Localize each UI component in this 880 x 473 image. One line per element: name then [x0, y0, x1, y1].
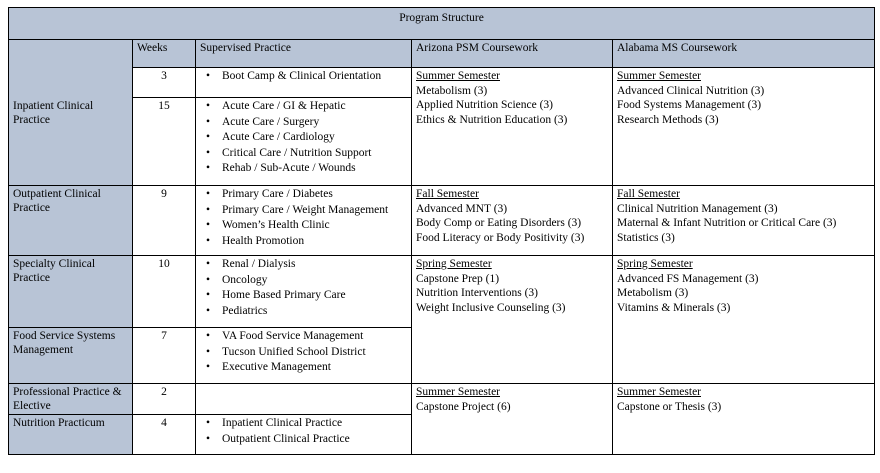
- header-weeks: Weeks: [133, 40, 196, 68]
- rotation-name-2: Outpatient Clinical Practice: [9, 186, 133, 256]
- weeks-3: 10: [133, 256, 196, 328]
- program-structure-table: [8, 7, 875, 455]
- arizona-semester-0: [412, 68, 613, 186]
- rotation-name-0: [9, 68, 133, 98]
- course-item: Metabolism (3): [416, 84, 488, 97]
- practice-item: • VA Food Service Management: [222, 329, 407, 345]
- weeks-5: 2: [133, 384, 196, 415]
- practice-item: • Pediatrics: [222, 304, 407, 320]
- rotation-name-6: Nutrition Practicum: [9, 415, 133, 455]
- header-alabama: Alabama MS Coursework: [613, 40, 875, 68]
- practice-item: • Acute Care / Cardiology: [222, 130, 407, 146]
- practice-cell-1: [196, 98, 412, 186]
- semester-label: Fall Semester: [416, 188, 479, 200]
- practice-item: • Acute Care / GI & Hepatic: [222, 99, 407, 115]
- course-item: Capstone Prep (1): [416, 272, 500, 285]
- course-item: Applied Nutrition Science (3): [416, 99, 554, 111]
- header-blank: [9, 40, 133, 68]
- practice-item: • Renal / Dialysis: [222, 257, 407, 273]
- semester-label: Spring Semester: [416, 258, 492, 270]
- practice-item: • Primary Care / Diabetes: [222, 187, 407, 203]
- course-item: Advanced FS Management (3): [617, 272, 759, 285]
- arizona-semester-2: [412, 256, 613, 384]
- weeks-1: 15: [133, 98, 196, 186]
- weeks-0: 3: [133, 68, 196, 98]
- practice-item: • Rehab / Sub-Acute / Wounds: [222, 161, 407, 177]
- alabama-semester-0: [613, 68, 875, 186]
- practice-cell-2: [196, 186, 412, 256]
- practice-item: • Tucson Unified School District: [222, 345, 407, 361]
- alabama-semester-3: [613, 384, 875, 455]
- course-item: Ethics & Nutrition Education (3): [416, 113, 568, 126]
- practice-item: • Critical Care / Nutrition Support: [222, 146, 407, 162]
- course-item: Advanced MNT (3): [416, 202, 508, 215]
- semester-label: Summer Semester: [617, 70, 701, 82]
- weeks-6: 4: [133, 415, 196, 455]
- semester-label: Summer Semester: [416, 70, 500, 82]
- alabama-semester-1: [613, 186, 875, 256]
- arizona-semester-1: [412, 186, 613, 256]
- practice-item: • Health Promotion: [222, 234, 407, 250]
- program-structure-wrapper: [8, 7, 874, 455]
- course-item: Vitamins & Minerals (3): [617, 301, 731, 314]
- rotation-name-4: Food Service Systems Management: [9, 328, 133, 384]
- course-item: Nutrition Interventions (3): [416, 287, 539, 299]
- alabama-semester-2: [613, 256, 875, 384]
- course-item: Research Methods (3): [617, 113, 719, 126]
- practice-cell-3: [196, 256, 412, 328]
- weeks-2: 9: [133, 186, 196, 256]
- course-item: Advanced Clinical Nutrition (3): [617, 84, 765, 97]
- practice-item: • Boot Camp & Clinical Orientation: [222, 69, 407, 85]
- course-item: Food Literacy or Body Positivity (3): [416, 231, 585, 244]
- practice-item: • Women’s Health Clinic: [222, 218, 407, 234]
- rotation-name-1: Inpatient Clinical Practice: [9, 98, 133, 186]
- practice-item: • Executive Management: [222, 360, 407, 376]
- semester-label: Spring Semester: [617, 258, 693, 270]
- course-item: Capstone Project (6): [416, 400, 511, 413]
- practice-item: • Inpatient Clinical Practice: [222, 416, 407, 432]
- rotation-name-3: Specialty Clinical Practice: [9, 256, 133, 328]
- weeks-4: 7: [133, 328, 196, 384]
- practice-item: • Primary Care / Weight Management: [222, 203, 407, 219]
- header-supervised-practice: Supervised Practice: [196, 40, 412, 68]
- course-item: Weight Inclusive Counseling (3): [416, 301, 566, 314]
- header-arizona: Arizona PSM Coursework: [412, 40, 613, 68]
- course-item: Maternal & Infant Nutrition or Critical Care (3): [617, 217, 837, 229]
- practice-item: • Acute Care / Surgery: [222, 115, 407, 131]
- semester-label: Fall Semester: [617, 188, 680, 200]
- rotation-name-5: Professional Practice & Elective: [9, 384, 133, 415]
- table-title: Program Structure: [9, 8, 875, 40]
- practice-item: • Home Based Primary Care: [222, 288, 407, 304]
- practice-cell-6: [196, 415, 412, 455]
- practice-cell-4: [196, 328, 412, 384]
- arizona-semester-3: [412, 384, 613, 455]
- practice-cell-0: [196, 68, 412, 98]
- semester-label: Summer Semester: [617, 386, 701, 398]
- course-item: Statistics (3): [617, 231, 675, 244]
- practice-cell-5: [196, 384, 412, 415]
- course-item: Body Comp or Eating Disorders (3): [416, 217, 582, 229]
- course-item: Capstone or Thesis (3): [617, 400, 722, 413]
- course-item: Clinical Nutrition Management (3): [617, 202, 778, 215]
- semester-label: Summer Semester: [416, 386, 500, 398]
- course-item: Food Systems Management (3): [617, 99, 762, 111]
- practice-item: • Outpatient Clinical Practice: [222, 432, 407, 448]
- practice-item: • Oncology: [222, 273, 407, 289]
- course-item: Metabolism (3): [617, 287, 689, 299]
